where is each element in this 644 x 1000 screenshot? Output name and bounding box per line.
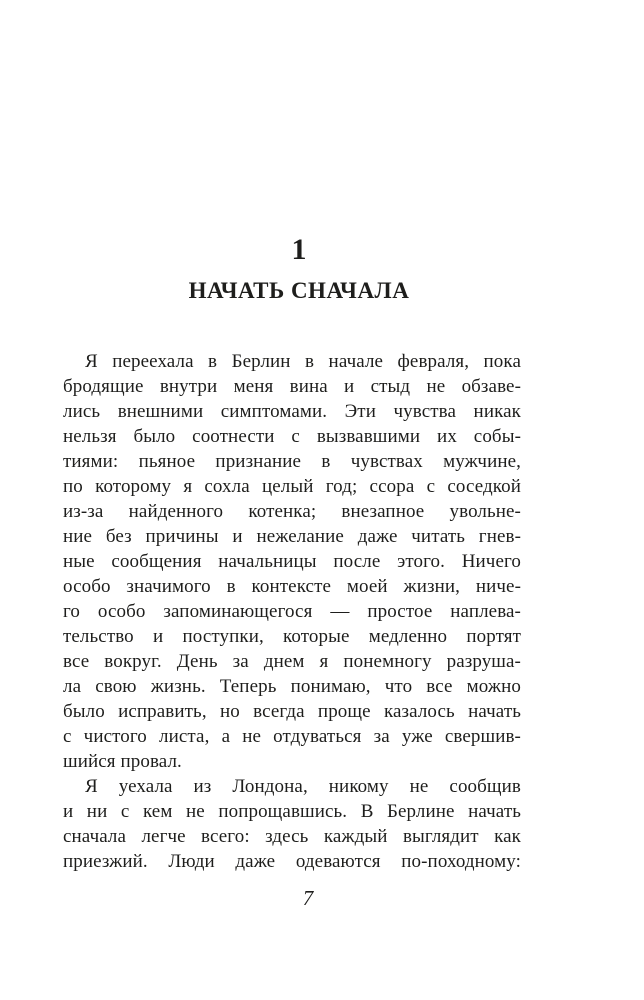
text-line: лись внешними симптомами. Эти чувства никак <box>63 401 521 422</box>
text-line: ла свою жизнь. Теперь понимаю, что все можно <box>63 676 521 697</box>
text-line: сначала легче всего: здесь каждый выглядит как <box>63 826 521 847</box>
text-line: нельзя было соотнести с вызвавшими их собы- <box>63 426 521 447</box>
text-line: бродящие внутри меня вина и стыд не обзаве- <box>63 376 521 397</box>
text-line: и ни с кем не попрощавшись. В Берлине начать <box>63 801 521 822</box>
chapter-title: НАЧАТЬ СНАЧАЛА <box>188 278 410 303</box>
text-line: ние без причины и нежелание даже читать гнев- <box>63 526 521 547</box>
page-number: 7 <box>302 886 314 910</box>
text-line: шийся провал. <box>63 751 182 772</box>
text-line: особо значимого в контексте моей жизни, ниче- <box>63 576 521 597</box>
text-line: было исправить, но всегда проще казалось начать <box>63 701 521 722</box>
text-line: тиями: пьяное признание в чувствах мужчине, <box>63 451 521 472</box>
text-line: все вокруг. День за днем я понемногу разруша- <box>63 651 521 672</box>
text-line: ные сообщения начальницы после этого. Ничего <box>63 551 521 572</box>
text-line: тельство и поступки, которые медленно портят <box>63 626 521 647</box>
text-line: из-за найденного котенка; внезапное увольне- <box>63 501 521 522</box>
body-text <box>63 349 521 874</box>
text-line: Я переехала в Берлин в начале февраля, пока <box>85 351 521 372</box>
text-line: Я уехала из Лондона, никому не сообщив <box>85 776 521 797</box>
text-line: приезжий. Люди даже одеваются по-походному: <box>63 851 521 872</box>
text-line: с чистого листа, а не отдуваться за уже свершив- <box>63 726 521 747</box>
chapter-number: 1 <box>291 233 307 266</box>
text-line: го особо запоминающегося — простое наплева- <box>63 601 521 622</box>
text-line: по которому я сохла целый год; ссора с соседкой <box>63 476 521 497</box>
